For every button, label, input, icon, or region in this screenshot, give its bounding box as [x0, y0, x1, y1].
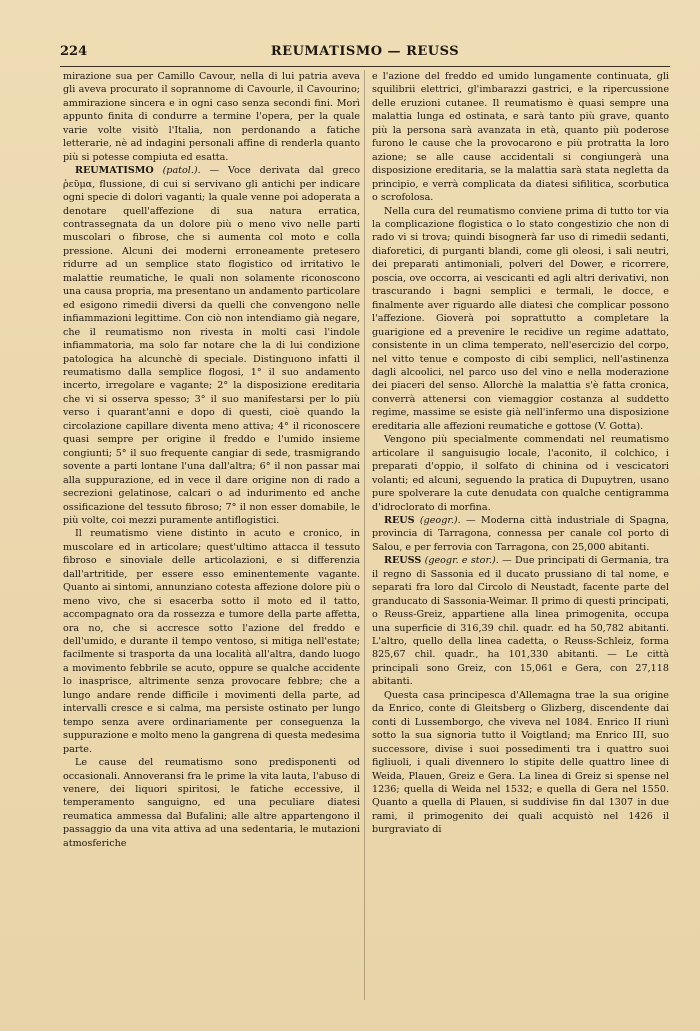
page-number: 224 [60, 44, 88, 59]
lemma-reumatismo: REUMATISMO [75, 165, 154, 177]
right-column [372, 70, 669, 837]
left-column [63, 70, 360, 850]
running-head: REUMATISMO — REUSS [270, 44, 460, 59]
entry-tag: (patol.). [162, 165, 201, 177]
lemma-reuss: REUSS [384, 555, 422, 567]
lemma-reus: REUS [384, 514, 415, 526]
entry-tag: (geogr. e stor.). [424, 555, 499, 567]
entry-reuss [372, 554, 669, 689]
entry-text: — Voce derivata dal greco ῥεῦμα, flussione, di cui si servivano gli antichi per indicare ogni specie di dolori vaganti; la quale venne poi adoperata a denotare quell'affezione di sua natura erratica, contrassegnata da un dolore più o meno vivo nelle parti muscolari o fibrose, che si aumenta col moto e colla pressione. Alcuni dei moderni erroneamente pretesero ridurre ad un semplice stato flogistico od irritativo le malattie reumatiche, le quali non solamente riconoscono una causa propria, ma presentano un andamento particolare ed esigono rimedii diversi da quelli che convengono nelle infiammazioni legittime. Con ciò non intendiamo già negare, che il reumatismo non rivesta in molti casi l'indole infiammatoria, ma solo far notare che la di lui condizione patologica ha alcunchè di speciale. Distinguono infatti il reumatismo dalla semplice flogosi, 1° il suo andamento incerto, irregolare e vagante; 2° la disposizione ereditaria che vi si osserva spesso; 3° il suo manifestarsi per lo più verso i quarant'anni e dopo di questi, cioè quando la circolazione capillare diventa meno attiva; 4° il riconoscere quasi sempre per origine il freddo e l'umido insieme congiunti; 5° il suo frequente cangiar di sede, trasmigrando sovente a parti lontane l'una dall'altra; 6° il non passar mai alla suppurazione, ed in vece il dare origine non di rado a secrezioni gelatinose, calcari o ad indurimento ed anche ossificazione del tessuto fibroso; 7° il non esser domabile, le più volte, coi mezzi puramente antiflogistici. [63, 165, 360, 526]
paragraph: Nella cura del reumatismo conviene prima di tutto tor via la complicazione flogistica o lo stato congestizio che non di rado vi si trova; quindi bisognerà far uso di rimedii sedanti, diaforetici, di purganti blandi, come gli oleosi, i sali neutri, dei preparati antimoniali, polveri del Dower, e ricorrere, poscia, ove occorra, ai vescicanti ed agli altri derivativi, non trascurando i bagni semplici e termali, le docce, e finalmente aver riguardo alle diatesi che complicar possono l'affezione. Gioverà poi soprattutto a completare la guarigione ed a prevenire le recidive un regime adattato, consistente in un clima temperato, nell'esercizio del corpo, nel vitto tenue e composto di cibi semplici, nell'astinenza dagli alcoolici, nel parco uso del vino e nella moderazione dei piaceri del senso. Allorchè la malattia s'è fatta cronica, converrà attenersi con viemaggior costanza al suddetto regime, massime se esiste già nell'infermo una disposizione ereditaria alle affezioni reumatiche e gottose (V. Gotta). [372, 205, 669, 432]
page-header [60, 44, 670, 64]
paragraph: Vengono più specialmente commendati nel reumatismo articolare il sanguisugio locale, l'aconito, il colchico, i preparati d'oppio, il solfato di chinina od i vescicatori volanti; ed alcuni, seguendo la pratica di Dupuytren, usano pure spolverare la cute denudata con qualche centigramma d'idroclorato di morfina. [372, 434, 669, 513]
column-divider [364, 70, 365, 1000]
paragraph: e l'azione del freddo ed umido lungamente continuata, gli squilibrii elettrici, gl'imbarazzi gastrici, e la ripercussione delle eruzioni cutanee. Il reumatismo è quasi sempre una malattia lunga ed ostinata, e sarà tanto più grave, quanto più la persona sarà avanzata in età, quanto più poderose furono le cause che la provocarono e più protratta la loro azione; se alle cause accidentali si congiungerà una disposizione ereditaria, se la malattia sarà stata negletta da principio, e verrà complicata da diatesi sifilitica, scorbutica o scrofolosa. [372, 71, 669, 204]
entry-text: — Due principati di Germania, tra il regno di Sassonia ed il ducato prussiano di tal nome, e separati fra loro dal Circolo di Neustadt, facente parte del granducato di Sassonia-Weimar. Il primo di questi principati, o Reuss-Greiz, appartiene alla linea primogenita, occupa una superficie di 316,39 chil. quadr. ed ha 50,782 abitanti. L'altro, quello della linea cadetta, o Reuss-Schleiz, forma 825,67 chil. quadr., ha 101,330 abitanti. — Le città principali sono Greiz, con 15,061 e Gera, con 27,118 abitanti. [372, 555, 669, 688]
entry-tag: (geogr.). [419, 514, 461, 526]
entry-text: — Moderna città industriale di Spagna, provincia di Tarragona, connessa per canale col porto di Salou, e per ferrovia con Tarragona, con 25,000 abitanti. [372, 514, 669, 553]
entry-reumatismo [63, 164, 360, 527]
paragraph: Le cause del reumatismo sono predisponenti od occasionali. Annoveransi fra le prime la vita lauta, l'abuso di venere, dei liquori spiritosi, le fatiche eccessive, il temperamento sanguigno, ed una peculiare diatesi reumatica ammessa dal Bufalini; alle altre appartengono il passaggio da una vita attiva ad una sedentaria, le mutazioni atmosferiche [63, 757, 360, 849]
entry-reus [372, 514, 669, 554]
paragraph: Il reumatismo viene distinto in acuto e cronico, in muscolare ed in articolare; quest'ultimo attacca il tessuto fibroso e sinoviale delle articolazioni, e si differenzia dall'artritide, per essere esso eminentemente vagante. Quanto ai sintomi, annunziano cotesta affezione dolore più o meno vivo, che si esacerba sotto il moto ed il tatto, accompagnato ora da rossezza e tumore della parte affetta, ora no, che si accresce sotto l'azione del freddo e dell'umido, e durante il tempo ventoso, si mitiga nell'estate; facilmente si trasporta da una località all'altra, dando luogo a movimento febbrile se acuto, oppure se qualche accidente lo inasprisce, altrimente senza provocare febbre; che a lungo andare rende difficile i movimenti della parte, ad intervalli cresce e si calma, ma persiste ostinato per lungo tempo senza avere ordinariamente per conseguenza la suppurazione e molto meno la gangrena di questa medesima parte. [63, 528, 360, 755]
paragraph: mirazione sua per Camillo Cavour, nella di lui patria aveva gli aveva procurato il soprannome di Cavourle, il Cavourino; ammirazione sincera e in ogni caso senza secondi fini. Morì appunto finita di condurre a termine l'opera, per la quale varie volte visitò l'Italia, non perdonando a fatiche letterarie, nè ad indagini personali affine di renderla quanto più si potesse compiuta ed esatta. [63, 71, 360, 163]
header-rule [60, 66, 670, 67]
paragraph: Questa casa principesca d'Allemagna trae la sua origine da Enrico, conte di Gleitsberg o Glizberg, discendente dai conti di Lussemborgo, che viveva nel 1084. Enrico II riunì sotto la sua signoria tutto il Voigtland; ma Enrico III, suo successore, divise i suoi possedimenti tra i quattro suoi figliuoli, i quali divennero lo stipite delle quattro linee di Weida, Plauen, Greiz e Gera. La linea di Greiz si spense nel 1236; quella di Weida nel 1532; e quella di Gera nel 1550. Quanto a quella di Plauen, si suddivise fin dal 1307 in due rami, il primogenito dei quali acquistò nel 1426 il burgraviato di [372, 689, 669, 836]
